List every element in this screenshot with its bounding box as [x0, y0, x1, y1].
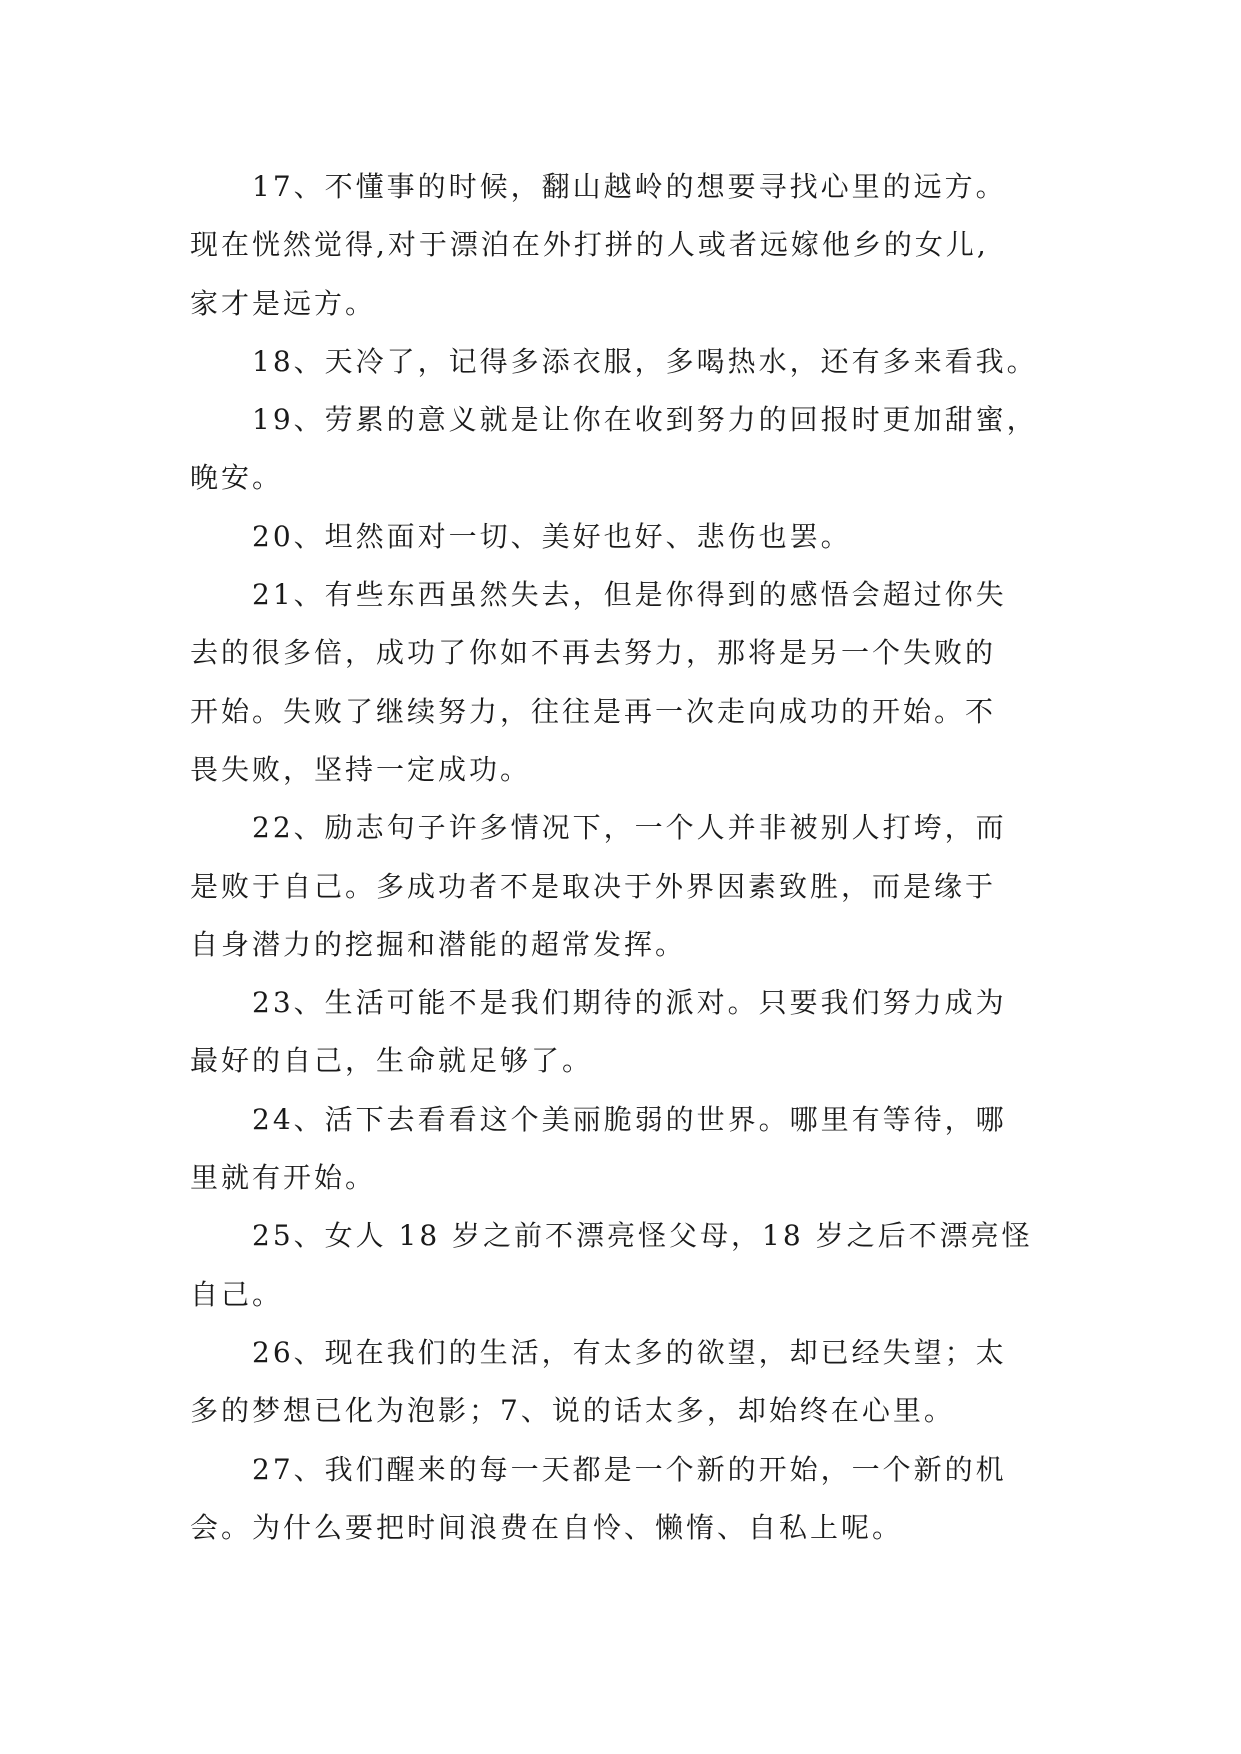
text-line: 自身潜力的挖掘和潜能的超常发挥。 [190, 927, 687, 961]
text-line: 19、劳累的意义就是让你在收到努力的回报时更加甜蜜， [252, 403, 1038, 437]
text-line: 晚安。 [190, 461, 284, 495]
text-line: 畏失败，坚持一定成功。 [190, 752, 532, 786]
text-line: 家才是远方。 [190, 286, 377, 320]
text-line: 去的很多倍，成功了你如不再去努力，那将是另一个失败的 [190, 636, 997, 670]
text-line: 22、励志句子许多情况下，一个人并非被别人打垮，而 [252, 811, 1007, 845]
text-line: 现在恍然觉得,对于漂泊在外打拼的人或者远嫁他乡的女儿, [190, 228, 989, 262]
text-line: 17、不懂事的时候，翻山越岭的想要寻找心里的远方。 [252, 170, 1007, 203]
document-body [190, 158, 1090, 1557]
text-line: 里就有开始。 [190, 1161, 377, 1195]
text-line: 开始。失败了继续努力，往往是再一次走向成功的开始。不 [190, 694, 997, 728]
text-line: 21、有些东西虽然失去，但是你得到的感悟会超过你失 [252, 578, 1007, 612]
text-line: 18、天冷了，记得多添衣服，多喝热水，还有多来看我。 [252, 344, 1038, 378]
text-line: 24、活下去看看这个美丽脆弱的世界。哪里有等待，哪 [252, 1102, 1007, 1136]
text-line: 多的梦想已化为泡影；7、说的话太多，却始终在心里。 [190, 1394, 955, 1428]
text-line: 23、生活可能不是我们期待的派对。只要我们努力成为 [252, 986, 1007, 1020]
text-line: 26、现在我们的生活，有太多的欲望，却已经失望；太 [252, 1335, 1007, 1369]
text-line: 最好的自己，生命就足够了。 [190, 1044, 594, 1078]
text-line: 会。为什么要把时间浪费在自怜、懒惰、自私上呢。 [190, 1510, 904, 1544]
text-line: 25、女人 18 岁之前不漂亮怪父母，18 岁之后不漂亮怪 [252, 1219, 1033, 1253]
text-line: 自己。 [190, 1277, 284, 1311]
text-line: 20、坦然面对一切、美好也好、悲伤也罢。 [252, 519, 852, 553]
text-line: 是败于自己。多成功者不是取决于外界因素致胜，而是缘于 [190, 869, 997, 903]
text-line: 27、我们醒来的每一天都是一个新的开始，一个新的机 [252, 1452, 1007, 1486]
